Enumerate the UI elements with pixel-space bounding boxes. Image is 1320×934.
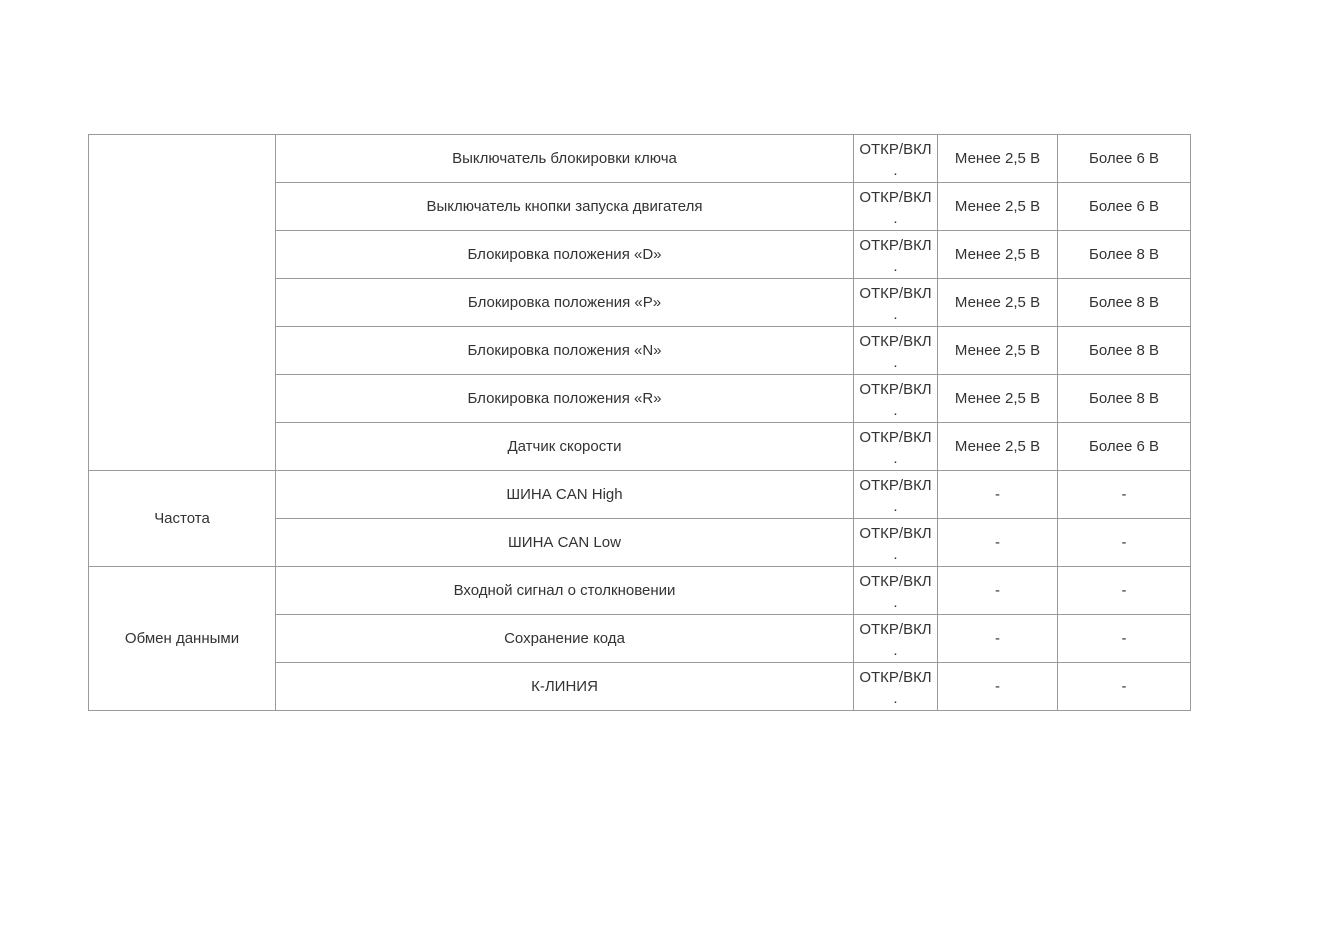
state-tail: . xyxy=(893,546,898,563)
state-tail: . xyxy=(893,642,898,659)
state-text: ОТКР/ВКЛ xyxy=(859,141,932,158)
signal-name: Сохранение кода xyxy=(276,615,854,663)
state-tail: . xyxy=(893,354,898,371)
high-value: - xyxy=(1058,471,1191,519)
signal-name: Блокировка положения «R» xyxy=(276,375,854,423)
state-cell xyxy=(854,423,938,471)
state-tail: . xyxy=(893,210,898,227)
high-value: Более 6 В xyxy=(1058,423,1191,471)
state-text: ОТКР/ВКЛ xyxy=(859,573,932,590)
state-text: ОТКР/ВКЛ xyxy=(859,525,932,542)
state-text: ОТКР/ВКЛ xyxy=(859,285,932,302)
state-cell xyxy=(854,279,938,327)
state-tail: . xyxy=(893,402,898,419)
high-value: Более 8 В xyxy=(1058,375,1191,423)
table-row xyxy=(89,567,1191,615)
low-value: - xyxy=(938,471,1058,519)
state-cell xyxy=(854,519,938,567)
state-tail: . xyxy=(893,690,898,707)
state-cell xyxy=(854,615,938,663)
state-tail: . xyxy=(893,258,898,275)
state-tail: . xyxy=(893,450,898,467)
signal-name: Входной сигнал о столкновении xyxy=(276,567,854,615)
high-value: Более 8 В xyxy=(1058,231,1191,279)
low-value: - xyxy=(938,519,1058,567)
signal-name: ШИНА CAN Low xyxy=(276,519,854,567)
state-text: ОТКР/ВКЛ xyxy=(859,237,932,254)
high-value: - xyxy=(1058,519,1191,567)
state-cell xyxy=(854,135,938,183)
state-cell xyxy=(854,231,938,279)
signal-name: Блокировка положения «D» xyxy=(276,231,854,279)
high-value: - xyxy=(1058,567,1191,615)
state-cell xyxy=(854,567,938,615)
group-cell-2: Частота xyxy=(89,471,276,567)
group-cell-3: Обмен данными xyxy=(89,567,276,711)
high-value: Более 6 В xyxy=(1058,135,1191,183)
signal-name: Выключатель кнопки запуска двигателя xyxy=(276,183,854,231)
state-tail: . xyxy=(893,162,898,179)
state-text: ОТКР/ВКЛ xyxy=(859,381,932,398)
state-text: ОТКР/ВКЛ xyxy=(859,429,932,446)
low-value: Менее 2,5 В xyxy=(938,231,1058,279)
state-cell xyxy=(854,375,938,423)
state-text: ОТКР/ВКЛ xyxy=(859,669,932,686)
state-tail: . xyxy=(893,306,898,323)
high-value: Более 8 В xyxy=(1058,279,1191,327)
state-cell xyxy=(854,183,938,231)
low-value: - xyxy=(938,615,1058,663)
high-value: - xyxy=(1058,615,1191,663)
low-value: Менее 2,5 В xyxy=(938,423,1058,471)
low-value: Менее 2,5 В xyxy=(938,183,1058,231)
state-text: ОТКР/ВКЛ xyxy=(859,189,932,206)
high-value: Более 6 В xyxy=(1058,183,1191,231)
signal-name: Датчик скорости xyxy=(276,423,854,471)
state-text: ОТКР/ВКЛ xyxy=(859,621,932,638)
table-row xyxy=(89,135,1191,183)
signal-name: Выключатель блокировки ключа xyxy=(276,135,854,183)
state-text: ОТКР/ВКЛ xyxy=(859,477,932,494)
low-value: Менее 2,5 В xyxy=(938,327,1058,375)
state-text: ОТКР/ВКЛ xyxy=(859,333,932,350)
high-value: - xyxy=(1058,663,1191,711)
group-cell-1 xyxy=(89,135,276,471)
low-value: Менее 2,5 В xyxy=(938,135,1058,183)
state-tail: . xyxy=(893,498,898,515)
state-cell xyxy=(854,471,938,519)
state-tail: . xyxy=(893,594,898,611)
low-value: Менее 2,5 В xyxy=(938,375,1058,423)
state-cell xyxy=(854,663,938,711)
signal-name: Блокировка положения «P» xyxy=(276,279,854,327)
low-value: Менее 2,5 В xyxy=(938,279,1058,327)
signal-name: ШИНА CAN High xyxy=(276,471,854,519)
signal-name: К-ЛИНИЯ xyxy=(276,663,854,711)
signal-name: Блокировка положения «N» xyxy=(276,327,854,375)
low-value: - xyxy=(938,663,1058,711)
spec-table xyxy=(88,134,1191,711)
low-value: - xyxy=(938,567,1058,615)
table-row xyxy=(89,471,1191,519)
state-cell xyxy=(854,327,938,375)
high-value: Более 8 В xyxy=(1058,327,1191,375)
